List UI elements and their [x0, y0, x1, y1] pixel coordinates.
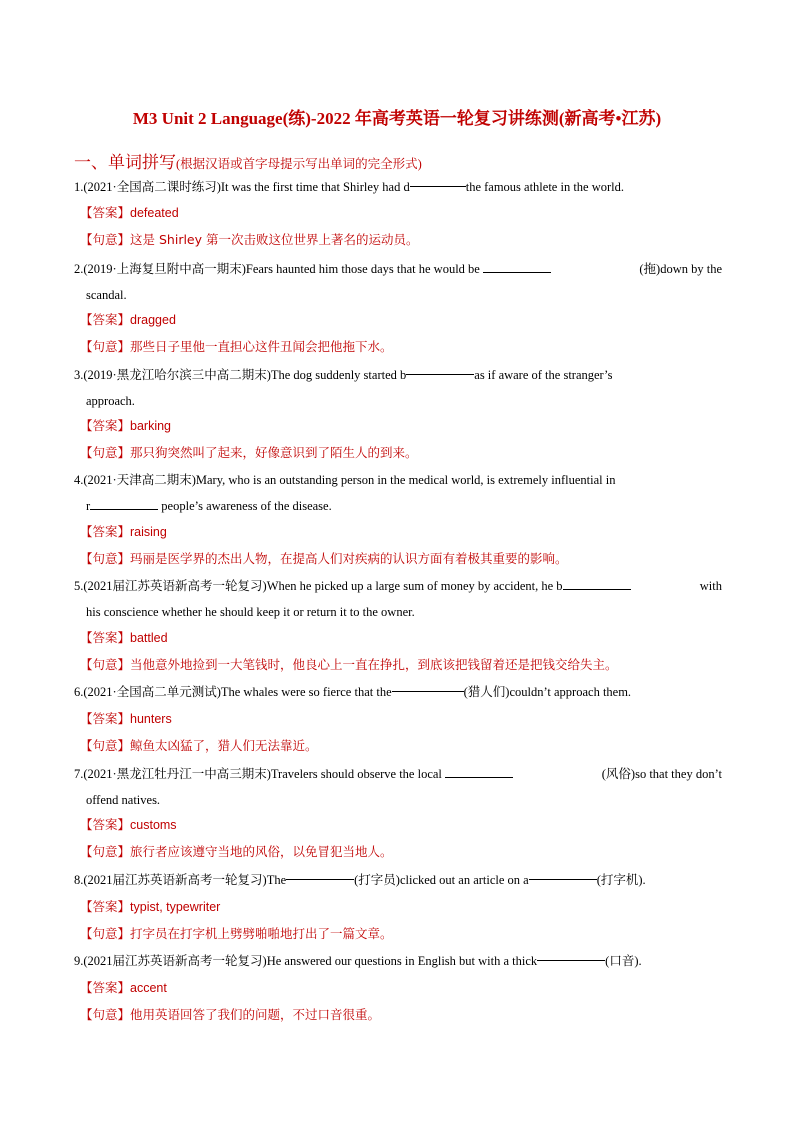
answer-row-4: [80, 519, 167, 545]
meaning-label: 【句意】: [80, 445, 131, 460]
answer-text: defeated: [130, 206, 179, 220]
answer-text: barking: [130, 419, 172, 433]
page-title: M3 Unit 2 Language(练)-2022 年高考英语一轮复习讲练测(新高考•江苏): [132, 109, 662, 128]
answer-label: 【答案】: [80, 711, 131, 726]
question-text: 7.(2021·黑龙江牡丹江一中高三期末)Travelers should observe the local (风俗)so that they don’t: [74, 767, 722, 781]
question-text-cont: his conscience whether he should keep it or return it to the owner.: [86, 605, 415, 619]
answer-row-2: [80, 307, 176, 333]
answer-blank: [392, 679, 464, 692]
answer-label: 【答案】: [80, 980, 131, 995]
meaning-row-4: [80, 546, 568, 572]
answer-label: 【答案】: [80, 817, 131, 832]
question-1: [74, 174, 722, 200]
meaning-text: 打字员在打字机上劈劈啪啪地打出了一篇文章。: [130, 926, 393, 941]
meaning-label: 【句意】: [80, 1007, 131, 1022]
answer-label: 【答案】: [80, 418, 131, 433]
meaning-text: 那只狗突然叫了起来，好像意识到了陌生人的到来。: [130, 445, 418, 460]
question-text: 5.(2021届江苏英语新高考一轮复习)When he picked up a large sum of money by accident, he b with: [74, 579, 722, 593]
meaning-row-5: [80, 652, 618, 678]
meaning-text: 玛丽是医学界的杰出人物，在提高人们对疾病的认识方面有着极其重要的影响。: [130, 551, 568, 566]
meaning-row-1: [80, 227, 419, 253]
question-text-cont: offend natives.: [86, 793, 161, 807]
question-6: [74, 679, 722, 705]
question-text: 8.(2021届江苏英语新高考一轮复习)The (打字员)clicked out an article on a (打字机).: [74, 867, 722, 893]
section-title: 一、单词拼写: [74, 153, 176, 173]
answer-text: customs: [130, 818, 177, 832]
answer-row-8: [80, 894, 220, 920]
answer-text: raising: [130, 525, 167, 539]
meaning-text: 那些日子里他一直担心这件丑闻会把他拖下水。: [130, 339, 393, 354]
meaning-row-3: [80, 440, 418, 466]
answer-text: dragged: [130, 313, 176, 327]
answer-blank: [445, 765, 513, 778]
answer-blank: [563, 577, 631, 590]
answer-text: battled: [130, 631, 168, 645]
section-heading: [74, 148, 422, 173]
answer-row-6: [80, 706, 172, 732]
question-4: [74, 467, 722, 519]
meaning-row-7: [80, 839, 393, 865]
question-text: 1.(2021·全国高二课时练习)It was the first time that Shirley had d the famous athlete in the world.: [74, 174, 722, 200]
answer-label: 【答案】: [80, 312, 131, 327]
answer-blank: [483, 260, 551, 273]
answer-label: 【答案】: [80, 205, 131, 220]
question-text: 9.(2021届江苏英语新高考一轮复习)He answered our questions in English but with a thick (口音).: [74, 948, 722, 974]
answer-blank: [410, 174, 466, 187]
meaning-label: 【句意】: [80, 551, 131, 566]
meaning-text: 鲸鱼太凶猛了，猎人们无法靠近。: [130, 738, 318, 753]
question-7: [74, 761, 722, 813]
answer-row-7: [80, 812, 177, 838]
section-instruction: (根据汉语或首字母提示写出单词的完全形式): [176, 157, 422, 171]
question-text: 4.(2021·天津高二期末)Mary, who is an outstanding person in the medical world, is extremely influential in: [74, 473, 616, 487]
meaning-row-6: [80, 733, 318, 759]
meaning-label: 【句意】: [80, 657, 131, 672]
meaning-label: 【句意】: [80, 232, 131, 247]
answer-label: 【答案】: [80, 630, 131, 645]
question-3: [74, 362, 722, 414]
question-5: [74, 573, 722, 625]
meaning-text: 当他意外地捡到一大笔钱时，他良心上一直在挣扎，到底该把钱留着还是把钱交给失主。: [130, 657, 618, 672]
answer-blank: [537, 948, 605, 961]
meaning-text: 这是 Shirley 第一次击败这位世界上著名的运动员。: [130, 232, 419, 247]
question-text-cont: r people’s awareness of the disease.: [86, 499, 332, 513]
question-text: 2.(2019·上海复旦附中高一期末)Fears haunted him those days that he would be (拖)down by the: [74, 262, 722, 276]
question-8: [74, 867, 722, 893]
meaning-row-8: [80, 921, 393, 947]
meaning-text: 他用英语回答了我们的问题，不过口音很重。: [130, 1007, 381, 1022]
question-text-cont: scandal.: [86, 288, 127, 302]
answer-label: 【答案】: [80, 899, 131, 914]
answer-label: 【答案】: [80, 524, 131, 539]
meaning-label: 【句意】: [80, 926, 131, 941]
answer-text: typist, typewriter: [130, 900, 221, 914]
answer-blank: [286, 867, 354, 880]
answer-row-9: [80, 975, 167, 1001]
answer-text: accent: [130, 981, 167, 995]
question-text: 3.(2019·黑龙江哈尔滨三中高二期末)The dog suddenly started b as if aware of the stranger’s: [74, 362, 722, 388]
answer-row-3: [80, 413, 171, 439]
question-9: [74, 948, 722, 974]
answer-row-1: [80, 200, 179, 226]
answer-blank: [529, 867, 597, 880]
answer-blank: [406, 362, 474, 375]
meaning-row-2: [80, 334, 393, 360]
meaning-label: 【句意】: [80, 339, 131, 354]
meaning-row-9: [80, 1002, 380, 1028]
meaning-text: 旅行者应该遵守当地的风俗，以免冒犯当地人。: [130, 844, 393, 859]
answer-text: hunters: [130, 712, 172, 726]
answer-row-5: [80, 625, 168, 651]
question-text-cont: approach.: [86, 394, 135, 408]
meaning-label: 【句意】: [80, 738, 131, 753]
question-2: [74, 256, 722, 308]
question-text: 6.(2021·全国高二单元测试)The whales were so fierce that the (猎人们)couldn’t approach them.: [74, 679, 722, 705]
answer-blank: [90, 497, 158, 510]
meaning-label: 【句意】: [80, 844, 131, 859]
